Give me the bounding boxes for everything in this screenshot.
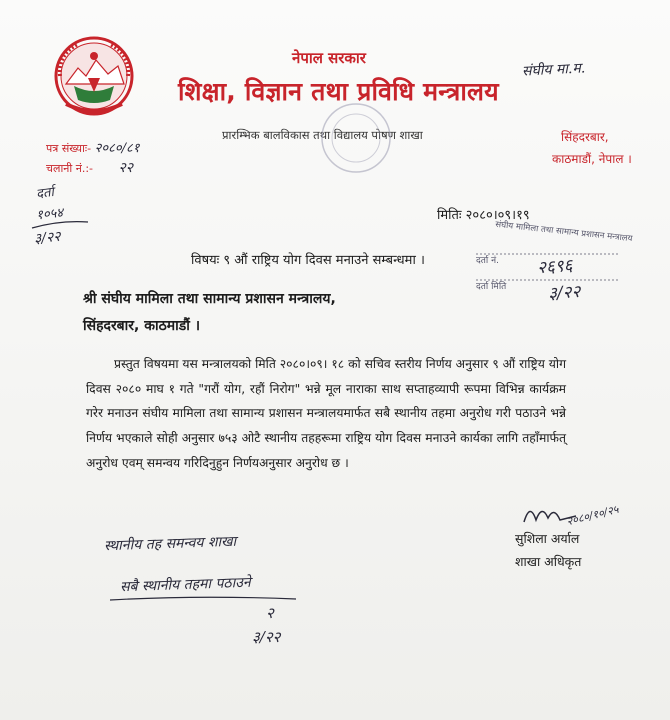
letter-body: प्रस्तुत विषयमा यस मन्त्रालयको मिति २०८०।०९। १८ को सचिव स्तरीय निर्णय अनुसार ९ औं राष्ट्रिय योग दिवस २०८० माघ १ गते "गरौं योग, रहौं निरोग" भन्ने मूल नाराका साथ सप्ताहव्यापी रूपमा विभिन्न कार्यक्रम गरेर मनाउन संघीय मामिला तथा सामान्य प्रशासन मन्त्रालयमार्फत सबै स्थानीय तहमा अनुरोध गरी पठाउने भन्ने निर्णय भएकाले सोही अनुसार ७५३ ओटै स्थानीय तहहरूमा राष्ट्रिय योग दिवस मनाउने कार्यका लागि तहाँमार्फत् अनुरोध एवम् समन्वय गरिदिनुहुन निर्णयअनुसार अनुरोध छ । — [86, 357, 566, 470]
signatory-name: सुशिला अर्याल — [515, 531, 580, 546]
addressee-line-1: श्री संघीय मामिला तथा सामान्य प्रशासन मन्त्रालय, — [83, 291, 336, 307]
handwritten-bottom-note-4: ३/२२ — [252, 628, 281, 646]
handwritten-stamp-number: २६९६ — [536, 255, 574, 279]
handwritten-left-note-1: दर्ता — [35, 184, 55, 203]
reference-number — [46, 138, 140, 156]
nepal-emblem-logo — [52, 34, 136, 118]
addressee-line-2: सिंहदरबार, काठमाडौं । — [83, 318, 201, 334]
stamp-date-label: दर्ता मिति — [476, 282, 507, 292]
handwritten-bottom-note-2: सबै स्थानीय तहमा पठाउने — [119, 574, 251, 596]
ministry-name: शिक्षा, विज्ञान तथा प्रविधि मन्त्रालय — [178, 77, 499, 106]
dispatch-label: चलानी नं.:- — [46, 162, 94, 175]
government-name: नेपाल सरकार — [292, 49, 366, 67]
handwritten-bottom-note-1: स्थानीय तह समन्वय शाखा — [103, 533, 237, 555]
handwritten-underline — [30, 218, 90, 232]
reference-value: २०८०/८१ — [94, 141, 140, 156]
stamp-title: संघीय मामिला तथा सामान्य प्रशासन मन्त्रालय — [494, 219, 633, 245]
faded-round-stamp — [316, 98, 396, 178]
letter-date: मितिः २०८०।०९।१९ — [437, 208, 530, 223]
handwritten-bottom-note-3: २ — [266, 604, 274, 622]
handwritten-left-note-2: १०५४ — [35, 205, 64, 224]
signatory-title: शाखा अधिकृत — [515, 554, 582, 569]
letter-subject: विषयः ९ औं राष्ट्रिय योग दिवस मनाउने सम्बन्धमा । — [191, 253, 425, 268]
handwritten-stamp-date: ३/२२ — [547, 281, 582, 305]
dispatch-number — [46, 158, 133, 177]
dispatch-value: २२ — [118, 160, 134, 176]
handwritten-signature-date: २०८०/१०/२५ — [565, 502, 620, 529]
department-name: प्रारम्भिक बालविकास तथा विद्यालय पोषण शाखा — [222, 128, 423, 142]
address-line-2: काठमाडौं, नेपाल । — [552, 152, 632, 166]
reference-label: पत्र संख्याः- — [46, 142, 92, 155]
address-line-1: सिंहदरबार, — [561, 130, 609, 144]
handwritten-top-right: संघीय मा.म. — [521, 60, 586, 80]
handwritten-left-note-3: ३/२२ — [33, 228, 62, 248]
stamp-reg-label: दर्ता नं. — [476, 256, 499, 266]
